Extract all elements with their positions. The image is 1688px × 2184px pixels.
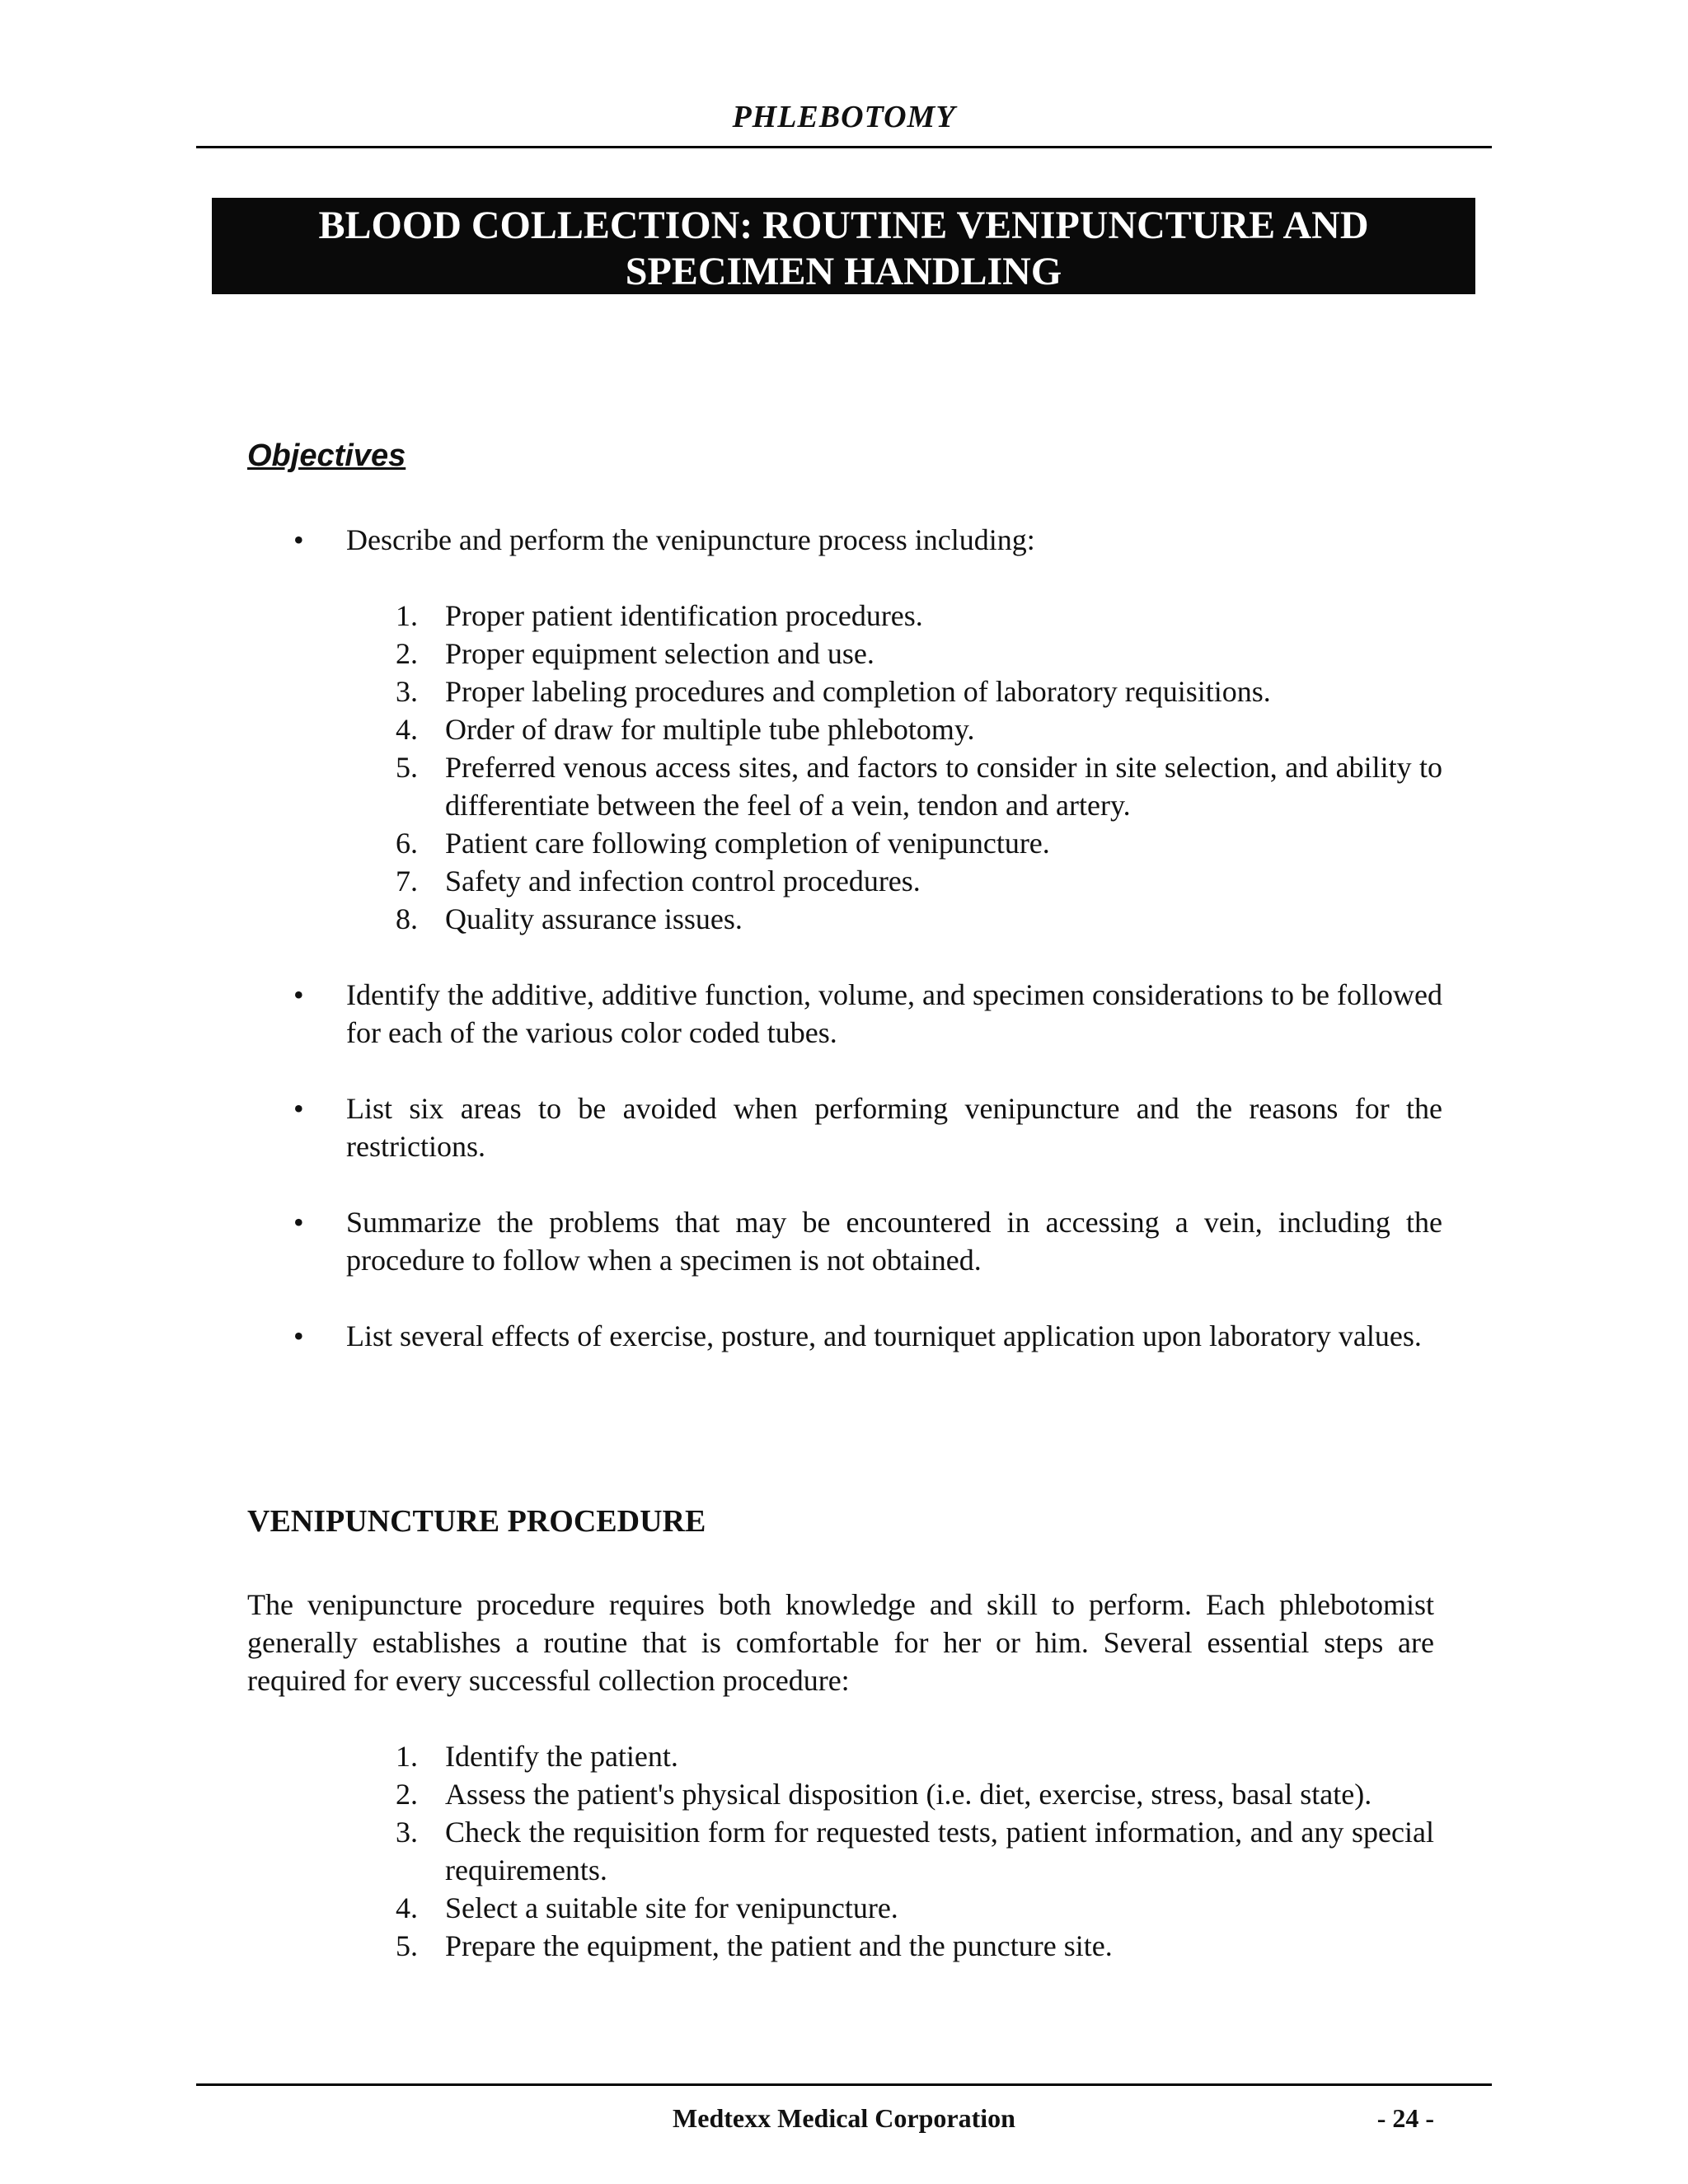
procedure-step: 4. Select a suitable site for venipuncture.	[396, 1891, 898, 1924]
sublist-item: 8. Quality assurance issues.	[396, 902, 743, 935]
page-number: - 24 -	[1376, 2103, 1434, 2133]
objective-item	[247, 1203, 1442, 1279]
header-rule	[196, 146, 1492, 148]
bullet-dot-icon: •	[293, 978, 304, 1011]
objective-text: Summarize the problems that may be encountered in accessing a vein, including the procedure to follow when a specimen is not obtained.	[346, 1206, 1442, 1277]
running-head-title: PHLEBOTOMY	[732, 100, 956, 134]
bullet-dot-icon: •	[293, 1206, 304, 1239]
sublist-item: 6. Patient care following completion of venipuncture.	[396, 827, 1050, 860]
bullet-dot-icon: •	[293, 523, 304, 556]
footer-rule	[196, 2083, 1492, 2086]
objective-item	[247, 521, 1442, 938]
bullet-dot-icon: •	[293, 1319, 304, 1352]
objective-text: List several effects of exercise, posture, and tourniquet application upon laboratory values.	[346, 1319, 1422, 1352]
procedure-step: 5. Prepare the equipment, the patient and the puncture site.	[396, 1929, 1113, 1962]
procedure-steps-list	[346, 1737, 1434, 1965]
sublist-item: 3. Proper labeling procedures and completion of laboratory requisitions.	[396, 675, 1271, 708]
objective-item	[247, 1317, 1442, 1355]
sublist-item: 1. Proper patient identification procedures.	[396, 599, 923, 632]
sublist-item: 2. Proper equipment selection and use.	[396, 637, 874, 670]
objective-item	[247, 976, 1442, 1052]
objectives-heading: Objectives	[247, 438, 406, 473]
objective-text: Identify the additive, additive function, volume, and specimen considerations to be followed for each of the various color coded tubes.	[346, 978, 1442, 1049]
bullet-dot-icon: •	[293, 1092, 304, 1125]
procedure-step: 3. Check the requisition form for requested tests, patient information, and any special requirements.	[396, 1816, 1434, 1886]
objective-text: List six areas to be avoided when performing venipuncture and the reasons for the restrictions.	[346, 1092, 1442, 1163]
procedure-step: 2. Assess the patient's physical disposition (i.e. diet, exercise, stress, basal state).	[396, 1778, 1372, 1811]
objective-sublist	[346, 597, 1442, 938]
procedure-step: 1. Identify the patient.	[396, 1740, 678, 1773]
objective-text: Describe and perform the venipuncture process including:	[346, 523, 1035, 556]
footer-company-name: Medtexx Medical Corporation	[673, 2103, 1015, 2133]
chapter-title-line-2: SPECIMEN HANDLING	[625, 250, 1062, 293]
objective-item	[247, 1090, 1442, 1165]
sublist-item: 7. Safety and infection control procedures.	[396, 865, 921, 898]
chapter-title-banner	[212, 198, 1475, 294]
section-heading: VENIPUNCTURE PROCEDURE	[247, 1504, 706, 1539]
chapter-title-line-1: BLOOD COLLECTION: ROUTINE VENIPUNCTURE AND	[318, 204, 1369, 247]
sublist-item: 4. Order of draw for multiple tube phlebotomy.	[396, 713, 975, 746]
objectives-list	[247, 521, 1442, 1393]
sublist-item: 5. Preferred venous access sites, and factors to consider in site selection, and ability to differentiate between the feel of a vein, tendon and artery.	[396, 751, 1442, 822]
section-intro-paragraph: The venipuncture procedure requires both knowledge and skill to perform. Each phlebotomist generally establishes a routine that is comfortable for her or him. Several essential steps are required for every successful collection procedure:	[247, 1588, 1434, 1697]
